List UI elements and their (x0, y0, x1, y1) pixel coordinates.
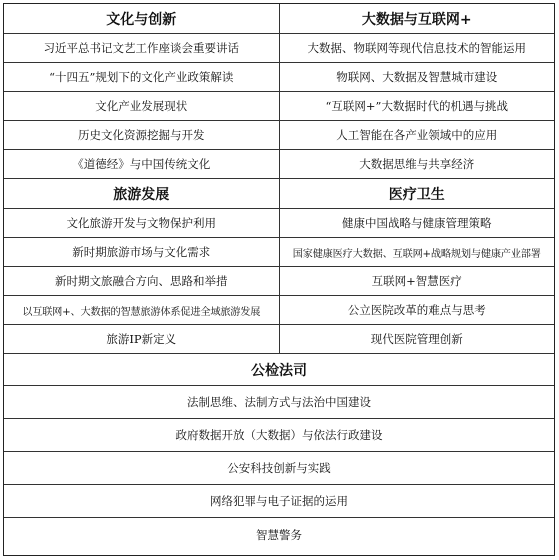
law-item: 法制思维、法制方式与法治中国建设 (187, 395, 371, 409)
law-item: 网络犯罪与电子证据的运用 (210, 494, 348, 508)
table-row (4, 485, 554, 518)
topic-table (3, 3, 555, 556)
tourism-item: 以互联网+、大数据的智慧旅游体系促进全域旅游发展 (4, 296, 280, 324)
culture-item: 《道德经》与中国传统文化 (4, 150, 280, 178)
health-item: 现代医院管理创新 (370, 332, 463, 346)
health-item: 健康中国战略与健康管理策略 (342, 216, 492, 230)
table-row (4, 325, 554, 354)
table-row (4, 296, 554, 325)
table-row (4, 238, 554, 267)
tourism-item: 文化旅游开发与文物保护利用 (4, 209, 280, 237)
table-row (4, 150, 554, 179)
table-row (4, 419, 554, 452)
culture-item: 文化产业发展现状 (4, 92, 280, 120)
culture-item: “十四五”规划下的文化产业政策解读 (4, 63, 280, 91)
bigdata-item: “互联网+”大数据时代的机遇与挑战 (325, 99, 508, 113)
tourism-item: 新时期旅游市场与文化需求 (4, 238, 280, 266)
table-row (4, 209, 554, 238)
header-row-1 (4, 4, 554, 34)
header-row-2 (4, 179, 554, 209)
table-row (4, 63, 554, 92)
bigdata-item: 物联网、大数据及智慧城市建设 (336, 70, 498, 84)
culture-item: 习近平总书记文艺工作座谈会重要讲话 (4, 34, 280, 62)
header-row-3 (4, 354, 554, 386)
section-title-tourism: 旅游发展 (4, 179, 280, 208)
culture-item: 历史文化资源挖掘与开发 (4, 121, 280, 149)
section-title-law: 公检法司 (251, 362, 307, 379)
bigdata-item: 大数据、物联网等现代信息技术的智能运用 (307, 41, 526, 55)
table-row (4, 452, 554, 485)
tourism-item: 新时期文旅融合方向、思路和举措 (4, 267, 280, 295)
section-title-health: 医疗卫生 (388, 186, 445, 203)
section-title-culture: 文化与创新 (4, 4, 280, 33)
law-item: 公安科技创新与实践 (227, 461, 331, 475)
table-row (4, 34, 554, 63)
table-row (4, 386, 554, 419)
bigdata-item: 大数据思维与共享经济 (359, 157, 475, 171)
table-row (4, 267, 554, 296)
health-item: 国家健康医疗大数据、互联网+战略规划与健康产业部署 (292, 248, 541, 260)
section-title-bigdata: 大数据与互联网+ (361, 11, 472, 28)
law-item: 政府数据开放（大数据）与依法行政建设 (175, 428, 383, 442)
table-row (4, 121, 554, 150)
table-row (4, 92, 554, 121)
tourism-item: 旅游IP新定义 (4, 325, 280, 353)
table-row (4, 518, 554, 551)
bigdata-item: 人工智能在各产业领域中的应用 (336, 128, 498, 142)
health-item: 互联网+智慧医疗 (371, 274, 462, 288)
law-item: 智慧警务 (256, 527, 302, 542)
health-item: 公立医院改革的难点与思考 (347, 303, 486, 317)
